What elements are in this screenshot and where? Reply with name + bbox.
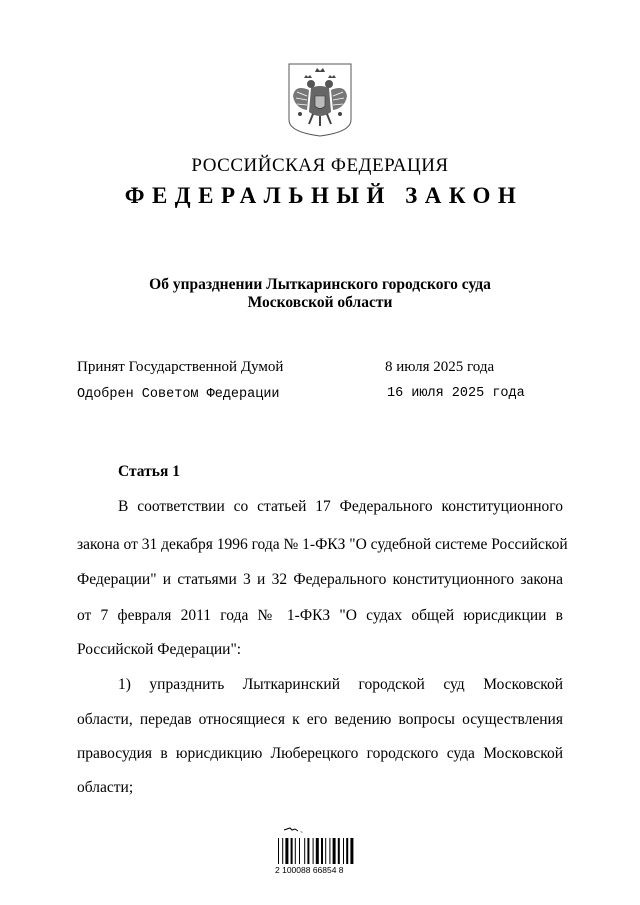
adopted-by-duma-label: Принят Государственной Думой bbox=[77, 359, 284, 375]
article-heading: Статья 1 bbox=[118, 463, 180, 480]
article-text-line: Федерации" и статьями 3 и 32 Федерального конституционного закона bbox=[77, 571, 563, 588]
approved-by-federation-council-label: Одобрен Советом Федерации bbox=[77, 387, 280, 402]
law-title-line-1: Об упразднении Лыткаринского городского суда bbox=[149, 276, 491, 293]
country-name: РОССИЙСКАЯ ФЕДЕРАЦИЯ bbox=[191, 155, 449, 176]
approved-date: 16 июля 2025 года bbox=[387, 386, 525, 401]
adopted-date: 8 июля 2025 года bbox=[385, 359, 495, 375]
law-title-line-2: Московской области bbox=[247, 294, 393, 311]
document-barcode bbox=[274, 826, 366, 876]
article-text-line: 1) упразднить Лыткаринский городской суд Московской bbox=[118, 676, 563, 693]
article-text-line: Российской Федерации": bbox=[77, 641, 242, 658]
barcode-number: 2 100088 66854 8 bbox=[275, 865, 344, 875]
article-text-line: от 7 февраля 2011 года № 1-ФКЗ "О судах общей юрисдикции в bbox=[77, 607, 563, 624]
article-text-line: В соответствии со статьей 17 Федерального конституционного bbox=[118, 498, 563, 515]
coat-of-arms-emblem bbox=[287, 62, 353, 138]
article-text-line: области; bbox=[77, 779, 134, 796]
svg-text:~: ~ bbox=[300, 830, 303, 836]
article-text-line: области, передав относящиеся к его ведению вопросы осуществления bbox=[77, 711, 563, 728]
document-type-heading: ФЕДЕРАЛЬНЫЙ ЗАКОН bbox=[124, 183, 524, 208]
article-text-line: закона от 31 декабря 1996 года № 1-ФКЗ "О судебной системе Российской bbox=[77, 536, 568, 553]
article-text-line: правосудия в юрисдикцию Люберецкого городского суда Московской bbox=[77, 745, 563, 762]
